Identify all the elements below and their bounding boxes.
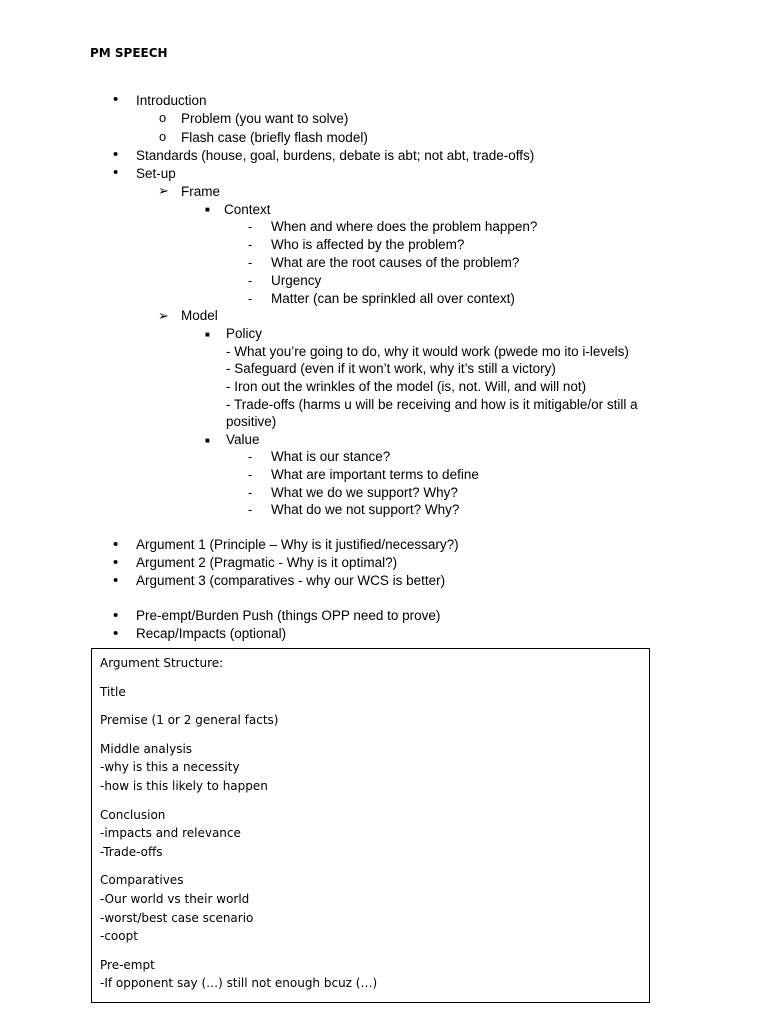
bullet-marker: • bbox=[113, 554, 119, 571]
outline-standards: Standards (house, goal, burdens, debate is abt; not abt, trade-offs) bbox=[136, 148, 535, 163]
box-conclusion-line: Conclusion bbox=[100, 807, 166, 822]
arrow-marker: ➢ bbox=[158, 308, 169, 323]
outline-flash-case: Flash case (briefly flash model) bbox=[181, 130, 368, 145]
circle-marker: o bbox=[159, 110, 167, 125]
dash-marker: - bbox=[248, 273, 253, 288]
context-item: What are the root causes of the problem? bbox=[271, 255, 520, 270]
dash-marker: - bbox=[248, 502, 253, 517]
box-conclusion-line: -impacts and relevance bbox=[100, 826, 241, 841]
outline-value: Value bbox=[226, 432, 260, 447]
value-item: What is our stance? bbox=[271, 449, 391, 464]
value-item: What do we not support? Why? bbox=[271, 502, 460, 517]
page-title: PM SPEECH bbox=[90, 46, 168, 60]
square-marker: ■ bbox=[205, 330, 210, 339]
outline-policy: Policy bbox=[226, 326, 263, 341]
outline-problem: Problem (you want to solve) bbox=[181, 111, 349, 126]
outline-frame: Frame bbox=[181, 184, 221, 199]
bullet-marker: • bbox=[113, 536, 119, 553]
box-middle-line: -how is this likely to happen bbox=[100, 778, 268, 793]
policy-line: - What you’re going to do, why it would work (pwede mo ito i-levels) bbox=[226, 344, 629, 359]
square-marker: ■ bbox=[205, 436, 210, 445]
arrow-marker: ➢ bbox=[158, 183, 169, 198]
bullet-marker: • bbox=[113, 572, 119, 589]
dash-marker: - bbox=[248, 467, 253, 482]
bullet-marker: • bbox=[113, 164, 119, 181]
dash-marker: - bbox=[248, 485, 253, 500]
circle-marker: o bbox=[159, 129, 167, 144]
box-comparatives-line: -Our world vs their world bbox=[100, 891, 250, 906]
box-premise: Premise (1 or 2 general facts) bbox=[100, 713, 279, 728]
context-item: Urgency bbox=[271, 273, 322, 288]
value-item: What we do we support? Why? bbox=[271, 485, 458, 500]
policy-line: positive) bbox=[226, 414, 277, 429]
bullet-marker: • bbox=[113, 91, 119, 108]
box-middle-line: -why is this a necessity bbox=[100, 760, 240, 775]
argument-structure-box bbox=[91, 648, 650, 1003]
square-marker: ■ bbox=[205, 205, 210, 214]
dash-marker: - bbox=[248, 449, 253, 464]
policy-line: - Iron out the wrinkles of the model (is, not. Will, and will not) bbox=[226, 379, 587, 394]
box-heading: Argument Structure: bbox=[100, 656, 224, 670]
policy-line: - Safeguard (even if it won’t work, why it’s still a victory) bbox=[226, 361, 556, 376]
argument-item: Argument 2 (Pragmatic - Why is it optimal?) bbox=[136, 555, 398, 570]
bullet-marker: • bbox=[113, 146, 119, 163]
box-middle-line: Middle analysis bbox=[100, 741, 193, 756]
outline-model: Model bbox=[181, 308, 218, 323]
dash-marker: - bbox=[248, 291, 253, 306]
context-item: Matter (can be sprinkled all over context) bbox=[271, 291, 515, 306]
context-item: Who is affected by the problem? bbox=[271, 237, 465, 252]
policy-line: - Trade-offs (harms u will be receiving and how is it mitigable/or still a bbox=[226, 397, 638, 412]
argument-item: Argument 1 (Principle – Why is it justified/necessary?) bbox=[136, 537, 459, 552]
bullet-marker: • bbox=[113, 607, 119, 624]
box-comparatives-line: -worst/best case scenario bbox=[100, 910, 254, 925]
closing-item: Recap/Impacts (optional) bbox=[136, 626, 287, 641]
box-conclusion-line: -Trade-offs bbox=[100, 844, 163, 859]
dash-marker: - bbox=[248, 219, 253, 234]
outline-context: Context bbox=[224, 202, 271, 217]
context-item: When and where does the problem happen? bbox=[271, 219, 538, 234]
dash-marker: - bbox=[248, 237, 253, 252]
box-title-line: Title bbox=[100, 684, 126, 699]
dash-marker: - bbox=[248, 255, 253, 270]
box-preempt-line: Pre-empt bbox=[100, 957, 155, 972]
bullet-marker: • bbox=[113, 625, 119, 642]
argument-item: Argument 3 (comparatives - why our WCS is better) bbox=[136, 573, 446, 588]
outline-setup: Set-up bbox=[136, 166, 176, 181]
closing-item: Pre-empt/Burden Push (things OPP need to prove) bbox=[136, 608, 441, 623]
box-comparatives-line: -coopt bbox=[100, 929, 138, 944]
box-preempt-line: -If opponent say (…) still not enough bcuz (…) bbox=[100, 976, 378, 991]
outline-introduction: Introduction bbox=[136, 93, 207, 108]
box-comparatives-line: Comparatives bbox=[100, 873, 184, 888]
value-item: What are important terms to define bbox=[271, 467, 479, 482]
